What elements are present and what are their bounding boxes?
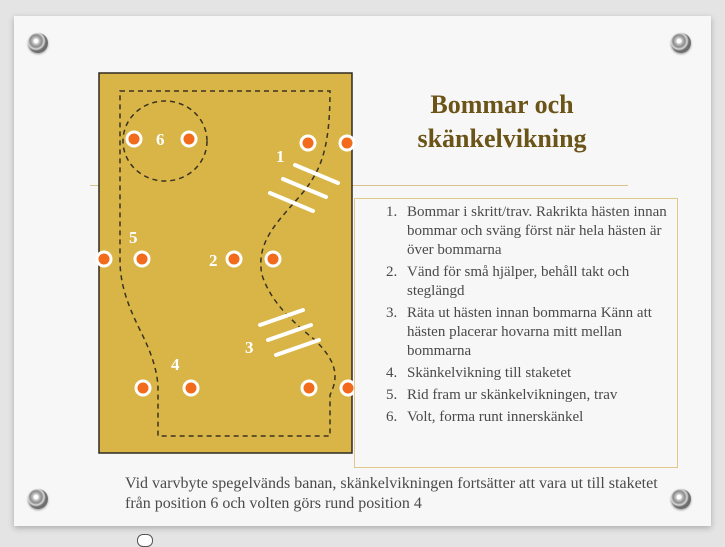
- cone: [97, 252, 111, 266]
- position-label-2: 2: [209, 251, 218, 270]
- cone: [184, 381, 198, 395]
- list-item: 6. Volt, forma runt innerskänkel: [401, 408, 671, 427]
- cone: [135, 252, 149, 266]
- list-item: 5. Rid fram ur skänkelvikningen, trav: [401, 386, 671, 405]
- cone: [340, 136, 354, 150]
- list-item: 4. Skänkelvikning till staketet: [401, 364, 671, 383]
- cone: [182, 132, 196, 146]
- cone: [341, 381, 355, 395]
- slide-title: [372, 88, 632, 156]
- list-item: 1. Bommar i skritt/trav. Rakrikta hästen innan bommar och sväng först när hela hästen är över bommarna: [401, 203, 671, 260]
- cone: [127, 132, 141, 146]
- cone: [136, 381, 150, 395]
- list-item: 2. Vänd för små hjälper, behåll takt och steglängd: [401, 263, 671, 301]
- position-label-1: 1: [276, 147, 285, 166]
- title-line-2: skänkelvikning: [417, 124, 587, 153]
- cone: [227, 252, 241, 266]
- cone: [266, 252, 280, 266]
- cone: [302, 381, 316, 395]
- title-line-1: Bommar och: [430, 90, 574, 119]
- caption-text: Vid varvbyte spegelvänds banan, skänkelvikningen fortsätter att vara ut till staketet från position 6 och volten görs rund position 4: [125, 475, 658, 512]
- position-label-5: 5: [129, 228, 138, 247]
- position-label-4: 4: [171, 355, 180, 374]
- position-label-3: 3: [245, 338, 254, 357]
- instruction-box: [354, 198, 678, 468]
- list-item: 3. Räta ut hästen innan bommarna Känn att hästen placerar hovarna mitt mellan bommarna: [401, 304, 671, 361]
- audio-icon[interactable]: [137, 534, 153, 547]
- position-label-6: 6: [156, 130, 165, 149]
- instruction-list: [355, 199, 677, 427]
- cone: [301, 136, 315, 150]
